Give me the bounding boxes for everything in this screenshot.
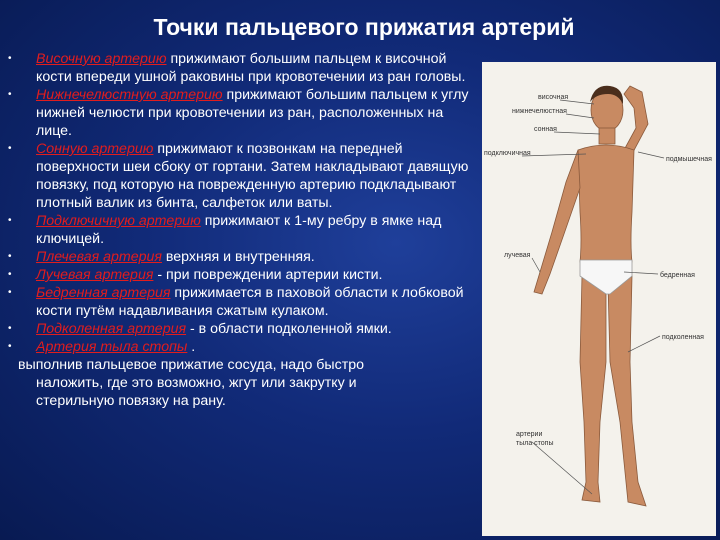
artery-term: Подколенная артерия bbox=[36, 321, 187, 337]
artery-term: Плечевая артерия bbox=[36, 249, 162, 265]
bullet: • bbox=[8, 215, 12, 226]
footer-line: выполнив пальцевое прижатие сосуда, надо быстро bbox=[18, 357, 364, 373]
label-foot-artery-1: артерии bbox=[516, 431, 543, 438]
footer-note bbox=[8, 356, 478, 410]
list-item bbox=[8, 266, 478, 284]
body-illustration bbox=[482, 62, 716, 536]
bullet: • bbox=[8, 341, 12, 352]
label-radial: лучевая bbox=[504, 252, 531, 259]
list-item bbox=[8, 212, 478, 248]
label-femoral: бедренная bbox=[660, 272, 695, 279]
list-item bbox=[8, 50, 478, 86]
anatomy-figure bbox=[482, 62, 716, 536]
artery-term: Артерия тыла стопы bbox=[36, 339, 188, 355]
item-text: - в области подколенной ямки. bbox=[186, 321, 392, 337]
item-text: прижимают к позвонкам на передней поверхности шеи сбоку от гортани. Затем накладывают давящую повязку, под которую на поврежденную артерию подкладывают плотный валик из бинта, салфеток или ваты. bbox=[36, 141, 469, 211]
item-text: верхняя и внутренняя. bbox=[161, 249, 315, 265]
torso-shape bbox=[578, 145, 634, 262]
footer-line: стерильную повязку на рану. bbox=[36, 393, 226, 409]
slide-title: Точки пальцевого прижатия артерий bbox=[153, 14, 575, 40]
artery-term: Нижнечелюстную артерию bbox=[36, 87, 223, 103]
list-item bbox=[8, 248, 478, 266]
item-text: . bbox=[187, 339, 196, 355]
artery-term: Сонную артерию bbox=[36, 141, 154, 157]
artery-term: Бедренная артерия bbox=[36, 285, 171, 301]
item-text: - при повреждении артерии кисти. bbox=[153, 267, 383, 283]
right-leg bbox=[608, 276, 646, 506]
label-mandibular: нижнечелюстная bbox=[512, 108, 567, 115]
bullet: • bbox=[8, 89, 12, 100]
label-axillary: подмышечная bbox=[666, 156, 712, 163]
list-item bbox=[8, 320, 478, 338]
list-item bbox=[8, 140, 478, 212]
item-text: прижимают большим пальцем к углу нижней челюсти при кровотечении из ран, расположенных на лице. bbox=[36, 87, 469, 139]
label-foot-artery-2: тыла стопы bbox=[516, 440, 554, 447]
bullet: • bbox=[8, 251, 12, 262]
item-text: прижимают большим пальцем к височной кости впереди ушной раковины при кровотечении из ран головы. bbox=[36, 51, 466, 85]
artery-list bbox=[8, 50, 478, 410]
artery-term: Височную артерию bbox=[36, 51, 167, 67]
label-carotid: сонная bbox=[534, 126, 557, 133]
list-item bbox=[8, 338, 478, 356]
bullet: • bbox=[8, 143, 12, 154]
item-text: прижимается в паховой области к лобковой кости путём надавливания сжатым кулаком. bbox=[36, 285, 464, 319]
neck-shape bbox=[599, 128, 615, 144]
footer-line: наложить, где это возможно, жгут или закрутку и bbox=[36, 375, 357, 391]
list-item bbox=[8, 284, 478, 320]
artery-term: Лучевая артерия bbox=[36, 267, 154, 283]
left-leg bbox=[580, 276, 606, 502]
label-temporal: височная bbox=[538, 94, 569, 101]
artery-term: Подключичную артерию bbox=[36, 213, 201, 229]
bullet: • bbox=[8, 323, 12, 334]
raised-arm bbox=[624, 86, 648, 154]
list-item bbox=[8, 86, 478, 140]
item-text: прижимают к 1-му ребру в ямке над ключицей. bbox=[36, 213, 442, 247]
label-subclavian: подключичная bbox=[484, 150, 531, 157]
hanging-arm bbox=[534, 150, 580, 294]
bullet: • bbox=[8, 269, 12, 280]
label-popliteal: подколенная bbox=[662, 334, 704, 341]
bullet: • bbox=[8, 287, 12, 298]
bullet: • bbox=[8, 53, 12, 64]
